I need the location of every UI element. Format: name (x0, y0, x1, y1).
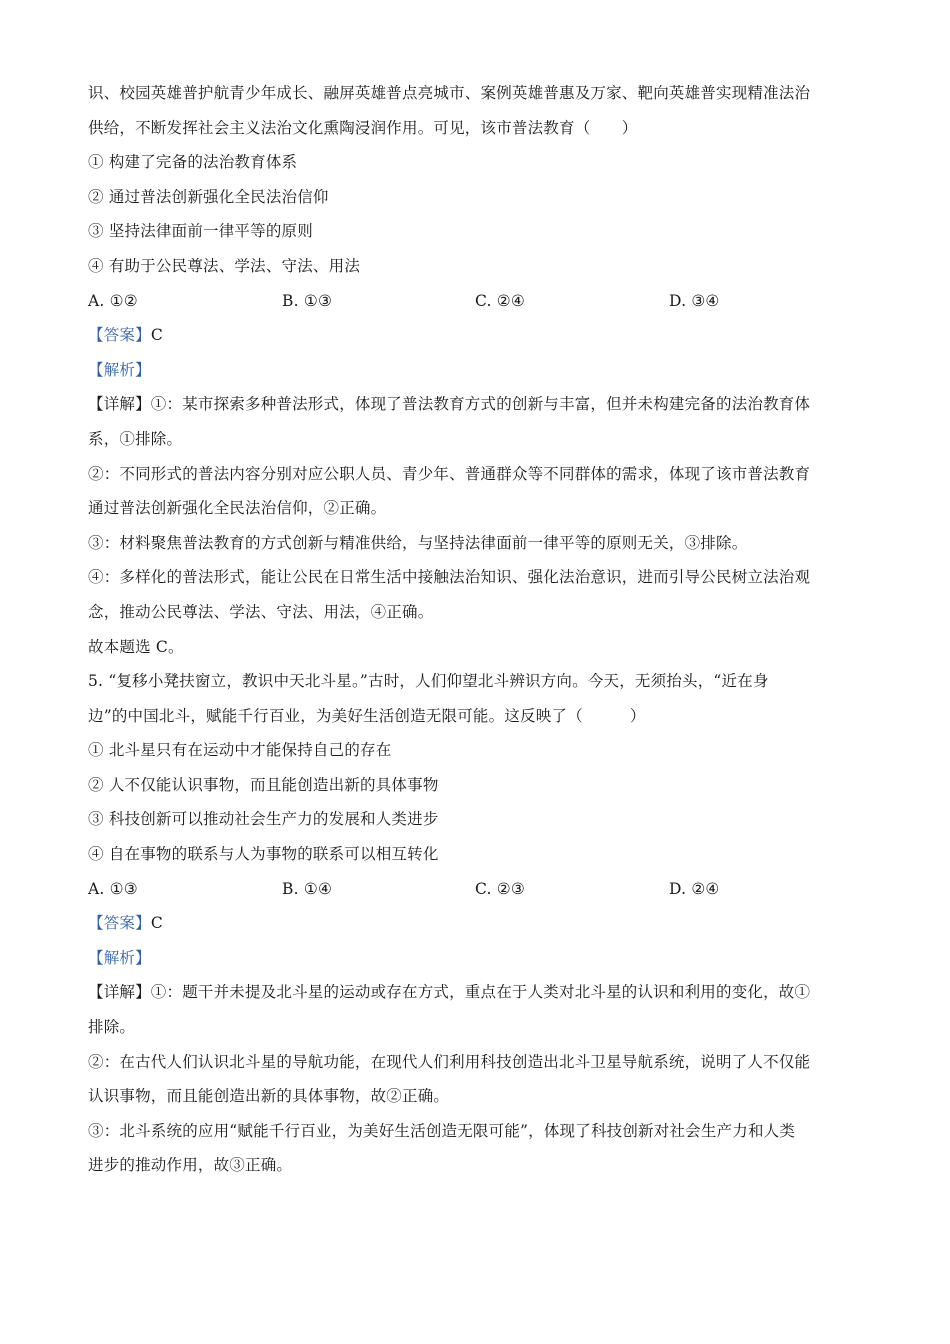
q4-item-2: ② 通过普法创新强化全民法治信仰 (88, 187, 329, 206)
q5-detail-line: ②：在古代人们认识北斗星的导航功能，在现代人们利用科技创造出北斗卫星导航系统，说明了人不仅能 (88, 1052, 811, 1071)
q4-item-4: ④ 有助于公民尊法、学法、守法、用法 (88, 256, 361, 275)
analysis-tag: 【解析】 (88, 360, 151, 379)
q4-detail-line: 通过普法创新强化全民法治信仰，②正确。 (88, 499, 387, 518)
q5-option-c: C. ②③ (475, 879, 525, 898)
answer-value: C (150, 326, 163, 345)
q5-detail-line: 进步的推动作用，故③正确。 (88, 1156, 293, 1175)
q4-detail-line: 念，推动公民尊法、学法、守法、用法，④正确。 (88, 602, 434, 621)
q4-detail-line: 【详解】①：某市探索多种普法形式，体现了普法教育方式的创新与丰富，但并未构建完备的法治教育体 (88, 395, 811, 414)
q5-analysis (88, 941, 863, 976)
q5-item-1: ① 北斗星只有在运动中才能保持自己的存在 (88, 741, 392, 760)
q4-detail-line: ②：不同形式的普法内容分别对应公职人员、青少年、普通群众等不同群体的需求，体现了该市普法教育 (88, 464, 811, 483)
q5-item-2: ② 人不仅能认识事物，而且能创造出新的具体事物 (88, 775, 439, 794)
q4-option-a: A. ①② (88, 291, 138, 310)
q5-item-4: ④ 自在事物的联系与人为事物的联系可以相互转化 (88, 845, 439, 864)
answer-value: C (150, 914, 163, 933)
q5-detail-line: ③：北斗系统的应用“赋能千行百业，为美好生活创造无限可能”，体现了科技创新对社会生产力和人类 (88, 1121, 796, 1140)
q4-option-d: D. ③④ (669, 291, 720, 310)
q4-item-3: ③ 坚持法律面前一律平等的原则 (88, 222, 313, 241)
q5-detail-line: 【详解】①：题干并未提及北斗星的运动或存在方式，重点在于人类对北斗星的认识和利用的变化，故① (88, 983, 811, 1002)
q5-detail-line: 排除。 (88, 1018, 136, 1037)
q5-item-3: ③ 科技创新可以推动社会生产力的发展和人类进步 (88, 810, 439, 829)
q4-stem-line: 识、校园英雄普护航青少年成长、融屏英雄普点亮城市、案例英雄普惠及万家、靶向英雄普实现精准法治 (88, 84, 811, 102)
q4-detail-line: ④：多样化的普法形式，能让公民在日常生活中接触法治知识、强化法治意识，进而引导公民树立法治观 (88, 568, 811, 587)
q4-option-b: B. ①③ (282, 291, 333, 310)
answer-tag: 【答案】 (88, 914, 151, 933)
q5-option-b: B. ①④ (282, 879, 333, 898)
q4-detail-line: ③：材料聚焦普法教育的方式创新与精准供给，与坚持法律面前一律平等的原则无关，③排除。 (88, 533, 748, 552)
q4-stem-line: 供给，不断发挥社会主义法治文化熏陶浸润作用。可见，该市普法教育（ ） (88, 118, 638, 137)
q5-detail-line: 认识事物，而且能创造出新的具体事物，故②正确。 (88, 1087, 450, 1106)
q4-detail-line: 系，①排除。 (88, 429, 183, 448)
q4-analysis (88, 353, 863, 388)
q5-options (88, 872, 863, 907)
q5-answer (88, 906, 863, 941)
q4-item-1: ① 构建了完备的法治教育体系 (88, 153, 298, 172)
answer-tag: 【答案】 (88, 326, 151, 345)
q5-stem-line: 边”的中国北斗，赋能千行百业，为美好生活创造无限可能。这反映了（ ） (88, 706, 646, 725)
q5-option-d: D. ②④ (669, 879, 720, 898)
q4-conclusion: 故本题选 C。 (88, 637, 184, 656)
q5-option-a: A. ①③ (88, 879, 138, 898)
analysis-tag: 【解析】 (88, 948, 151, 967)
q4-option-c: C. ②④ (475, 291, 525, 310)
document-page (88, 76, 863, 1183)
q5-stem-line: 5. “复移小凳扶窗立，教识中天北斗星。”古时，人们仰望北斗辨识方向。今天，无须抬头，“近在身 (88, 672, 769, 691)
q4-answer (88, 318, 863, 353)
q4-options (88, 284, 863, 319)
